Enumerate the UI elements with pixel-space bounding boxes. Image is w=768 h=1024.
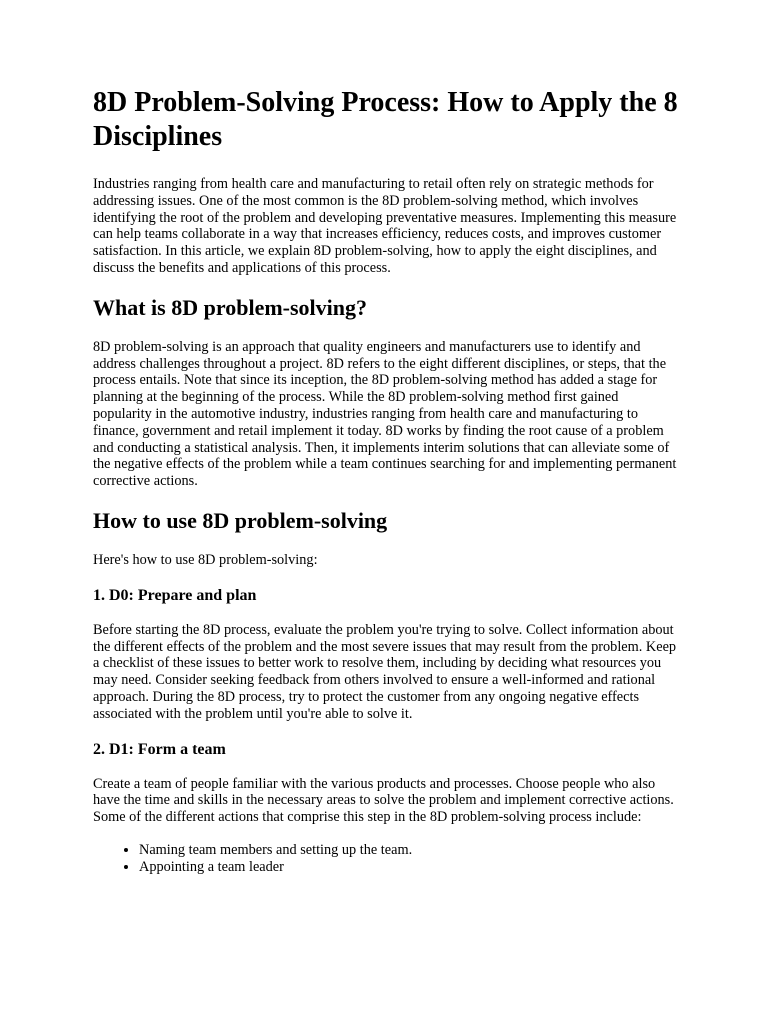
page-title: 8D Problem-Solving Process: How to Apply the 8 Disciplines	[93, 87, 678, 152]
d1-bullet-list	[93, 842, 678, 876]
d0-paragraph: Before starting the 8D process, evaluate the problem you're trying to solve. Collect information about the different effects of the problem and the most severe issues that may result from the problem. Keep a checklist of these issues to better work to resolve them, including by deciding what resources you may need. Consider seeking feedback from others involved to ensure a well-informed and rational approach. During the 8D process, try to protect the customer from any ongoing negative effects associated with the problem until you're able to solve it.	[93, 621, 677, 722]
list-item: • Appointing a team leader	[139, 859, 678, 876]
how-intro-paragraph: Here's how to use 8D problem-solving:	[93, 551, 318, 568]
step-heading-d0: 1. D0: Prepare and plan	[93, 586, 257, 604]
document-page	[93, 86, 678, 876]
intro-paragraph: Industries ranging from health care and manufacturing to retail often rely on strategic methods for addressing issues. One of the most common is the 8D problem-solving method, which involves identifying the root of the problem and developing preventative measures. Implementing this measure can help teams collaborate in a way that increases efficiency, reduces costs, and improves customer satisfaction. In this article, we explain 8D problem-solving, how to apply the eight disciplines, and discuss the benefits and applications of this process.	[93, 176, 677, 276]
what-paragraph: 8D problem-solving is an approach that quality engineers and manufacturers use to identify and address challenges throughout a project. 8D refers to the eight different disciplines, or steps, that the process entails. Note that since its inception, the 8D problem-solving method has added a stage for planning at the beginning of the process. While the 8D problem-solving method first gained popularity in the automotive industry, industries ranging from health care and manufacturing to finance, government and retail implement it today. 8D works by finding the root cause of a problem and conducting a statistical analysis. Then, it implements interim solutions that can alleviate some of the negative effects of the problem while a team continues searching for and implementing permanent corrective actions.	[93, 338, 677, 490]
step-heading-d1: 2. D1: Form a team	[93, 740, 226, 758]
section-heading-how: How to use 8D problem-solving	[93, 507, 388, 533]
list-item: • Naming team members and setting up the team.	[139, 842, 678, 859]
section-heading-what: What is 8D problem-solving?	[93, 294, 368, 320]
d1-paragraph: Create a team of people familiar with the various products and processes. Choose people who also have the time and skills in the necessary areas to solve the problem and implement corrective actions. Some of the different actions that comprise this step in the 8D problem-solving process include:	[93, 775, 674, 826]
